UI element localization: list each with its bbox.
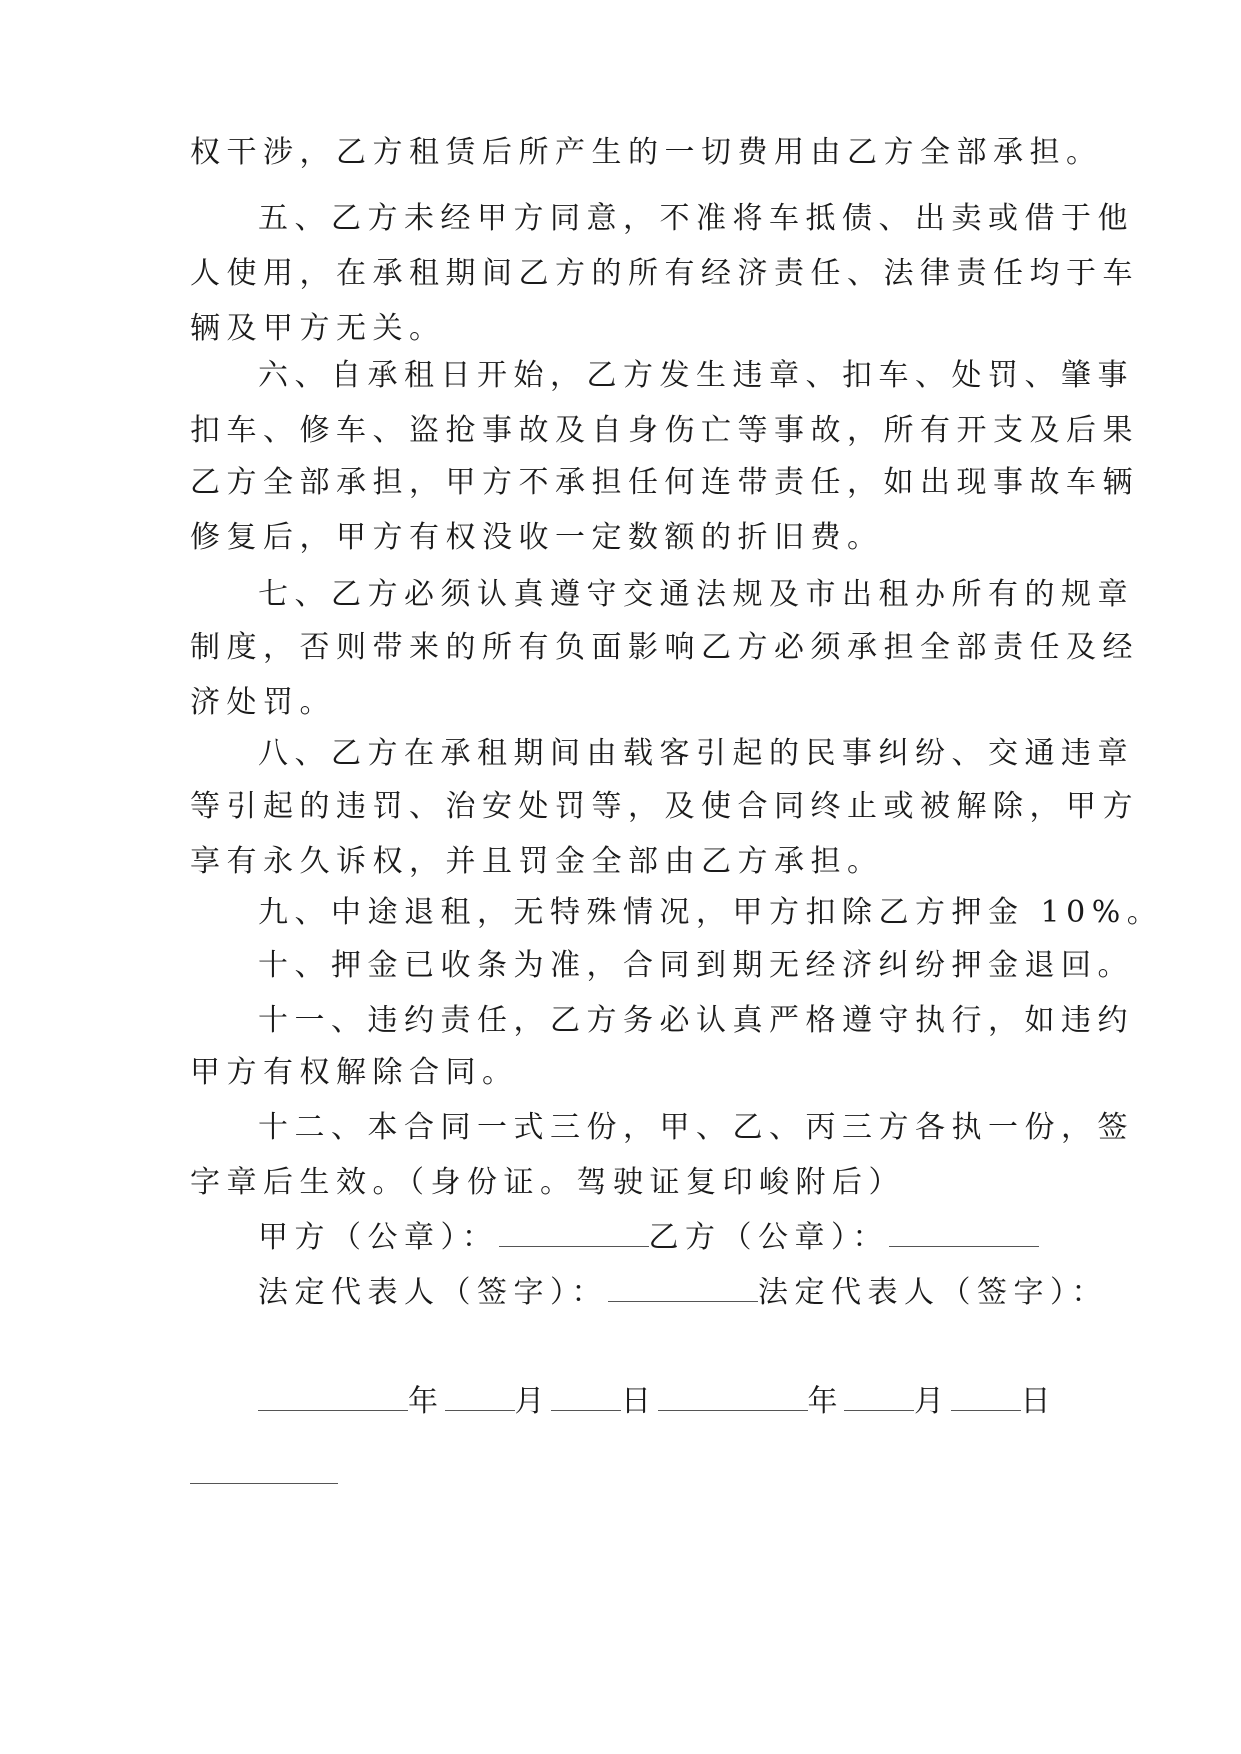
year-a-blank[interactable] [258,1386,408,1411]
year-b-label: 年 [807,1384,844,1419]
representative-line [258,1273,1108,1313]
rep-a-label: 法定代表人（签字）： [258,1275,608,1310]
day-b-label: 日 [1020,1384,1057,1419]
day-b-blank[interactable] [951,1386,1021,1411]
paragraph-line: 字章后生效。（身份证。驾驶证复印峻附后） [190,1165,905,1200]
clause-7-line: 七、乙方必须认真遵守交通法规及市出租办所有的规章 [258,577,1134,612]
clause-9-line: 九、中途退租，无特殊情况，甲方扣除乙方押金 10%。 [258,895,1164,930]
rep-a-blank[interactable] [608,1277,758,1302]
year-a-label: 年 [408,1384,445,1419]
paragraph-line: 权干涉，乙方租赁后所产生的一切费用由乙方全部承担。 [190,135,1103,170]
clause-10-line: 十、押金已收条为准，合同到期无经济纠纷押金退回。 [258,948,1134,983]
clause-5-line: 五、乙方未经甲方同意，不准将车抵债、出卖或借于他 [258,201,1134,236]
paragraph-line: 济处罚。 [190,685,336,720]
paragraph-line: 修复后，甲方有权没收一定数额的折旧费。 [190,520,884,555]
month-a-label: 月 [514,1384,551,1419]
day-a-label: 日 [621,1384,658,1419]
seal-line [258,1218,1039,1258]
paragraph-line: 人使用，在承租期间乙方的所有经济责任、法律责任均于车 [190,256,1139,291]
rep-b-blank[interactable] [190,1483,338,1484]
party-a-seal-blank[interactable] [499,1222,649,1247]
paragraph-line: 享有永久诉权，并且罚金全部由乙方承担。 [190,844,884,879]
paragraph-line: 乙方全部承担，甲方不承担任何连带责任，如出现事故车辆 [190,465,1139,500]
clause-11-line: 十一、违约责任，乙方务必认真严格遵守执行，如违约 [258,1003,1134,1038]
paragraph-line: 等引起的违罚、治安处罚等，及使合同终止或被解除，甲方 [190,789,1139,824]
rep-b-label: 法定代表人（签字）： [758,1275,1108,1310]
party-b-seal-label: 乙方（公章）： [648,1220,889,1255]
clause-12-line: 十二、本合同一式三份，甲、乙、丙三方各执一份，签 [258,1110,1134,1145]
month-b-blank[interactable] [844,1386,914,1411]
date-line [258,1382,1057,1422]
paragraph-line: 甲方有权解除合同。 [190,1055,519,1090]
day-a-blank[interactable] [551,1386,621,1411]
paragraph-line: 辆及甲方无关。 [190,311,446,346]
clause-6-line: 六、自承租日开始，乙方发生违章、扣车、处罚、肇事 [258,358,1134,393]
year-b-blank[interactable] [658,1386,808,1411]
month-b-label: 月 [914,1384,951,1419]
paragraph-line: 制度，否则带来的所有负面影响乙方必须承担全部责任及经 [190,630,1139,665]
month-a-blank[interactable] [445,1386,515,1411]
paragraph-line: 扣车、修车、盗抢事故及自身伤亡等事故，所有开支及后果 [190,413,1139,448]
party-b-seal-blank[interactable] [889,1222,1039,1247]
clause-8-line: 八、乙方在承租期间由载客引起的民事纠纷、交通违章 [258,736,1134,771]
party-a-seal-label: 甲方（公章）： [258,1220,499,1255]
